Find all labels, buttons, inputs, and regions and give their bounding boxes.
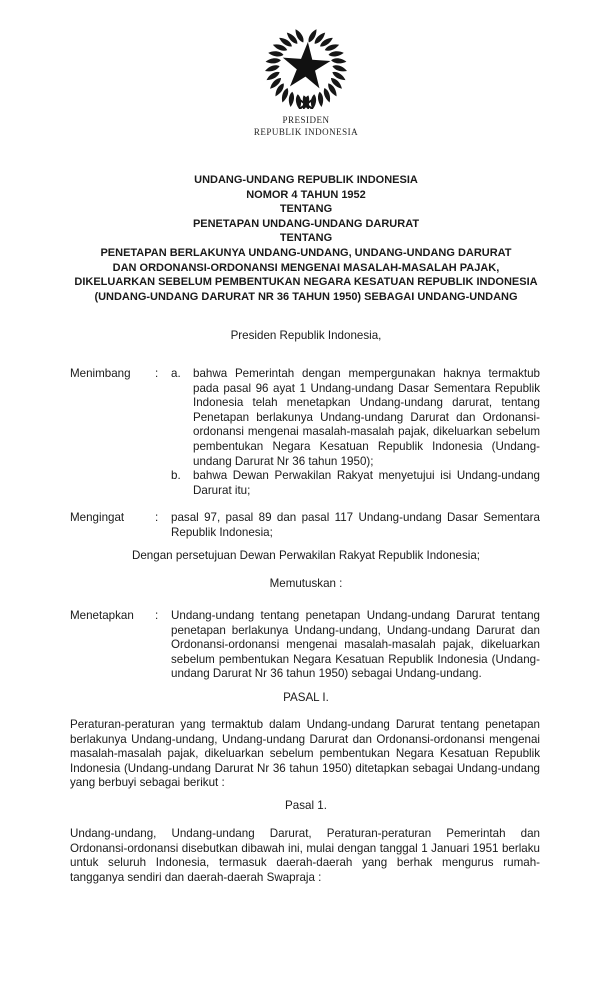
mengingat-label: Mengingat bbox=[70, 511, 125, 524]
star-wreath-emblem-icon bbox=[261, 27, 351, 109]
title-line: TENTANG bbox=[279, 203, 333, 216]
title-line: DAN ORDONANSI-ORDONANSI MENGENAI MASALAH-MASALAH PAJAK, bbox=[112, 261, 500, 274]
pasal-1-paragraph: Undang-undang, Undang-undang Darurat, Peraturan-peraturan Pemerintah dan Ordonansi-ordonansi disebutkan dibawah ini, mulai dengan tanggal 1 Januari 1951 berlaku untuk seluruh Indonesia, termasuk daerah-daerah yang berhak mengurus rumah-tangganya sendiri dan daerah-daerah Swapraja : bbox=[70, 827, 540, 884]
org-name-republik-indonesia: REPUBLIK INDONESIA bbox=[253, 126, 359, 137]
title-line: NOMOR 4 TAHUN 1952 bbox=[246, 188, 366, 201]
mengingat-text: pasal 97, pasal 89 dan pasal 117 Undang-undang Dasar Sementara Republik Indonesia; bbox=[171, 511, 540, 539]
pasal-I-paragraph: Peraturan-peraturan yang termaktub dalam Undang-undang Darurat tentang penetapan berlakunya Undang-undang, Undang-undang Darurat dan Ordonansi-ordonansi mengenai masalah-masalah pajak, dikeluarkan sebelum pembentukan Negara Kesatuan Republik Indonesia (Undang-undang Darurat Nr 36 tahun 1950) ditetapkan sebagai Undang-undang yang berbuyi sebagai berikut : bbox=[70, 718, 540, 790]
menimbang-item-b bbox=[171, 469, 540, 498]
title-line: UNDANG-UNDANG REPUBLIK INDONESIA bbox=[194, 174, 418, 186]
menimbang-label: Menimbang bbox=[70, 367, 131, 380]
menimbang-colon: : bbox=[155, 367, 159, 380]
title-line: (UNDANG-UNDANG DARURAT NR 36 TAHUN 1950) SEBAGAI UNDANG-UNDANG bbox=[94, 290, 518, 303]
mengingat-colon: : bbox=[155, 511, 159, 524]
menetapkan-label: Menetapkan bbox=[70, 609, 134, 622]
org-name-presiden: PRESIDEN bbox=[282, 114, 330, 125]
menimbang-clause bbox=[70, 367, 540, 498]
menimbang-item-b-marker: b. bbox=[171, 469, 181, 483]
pasal-1-heading: Pasal 1. bbox=[285, 799, 327, 812]
menetapkan-colon: : bbox=[155, 609, 159, 622]
menimbang-item-b-text: bahwa Dewan Perwakilan Rakyat menyetujui isi Undang-undang Darurat itu; bbox=[193, 469, 540, 497]
menimbang-item-a bbox=[171, 367, 540, 469]
menetapkan-clause bbox=[70, 609, 540, 682]
title-line: PENETAPAN BERLAKUNYA UNDANG-UNDANG, UNDANG-UNDANG DARURAT bbox=[100, 246, 512, 259]
title-line: TENTANG bbox=[279, 232, 333, 245]
menimbang-item-a-marker: a. bbox=[171, 367, 181, 380]
menetapkan-text: Undang-undang tentang penetapan Undang-undang Darurat tentang penetapan berlakunya Undang-undang, Undang-undang Darurat dan Ordonansi-ordonansi mengenai masalah-masalah pajak, dikeluarkan sebelum pembentukan Negara Kesatuan Republik Indonesia (Undang-undang Darurat Nr 36 tahun 1950) sebagai Undang-undang. bbox=[171, 609, 540, 681]
opening-line: Presiden Republik Indonesia, bbox=[230, 329, 382, 342]
pasal-I-heading: PASAL I. bbox=[283, 691, 329, 704]
document-title bbox=[30, 173, 582, 304]
title-line: DIKELUARKAN SEBELUM PEMBENTUKAN NEGARA KESATUAN REPUBLIK INDONESIA bbox=[74, 276, 538, 289]
letterhead bbox=[0, 27, 612, 138]
menimbang-item-a-text: bahwa Pemerintah dengan mempergunakan haknya termaktub pada pasal 96 ayat 1 Undang-undang Dasar Sementara Republik Indonesia telah menetapkan Undang-undang darurat, tentang Penetapan berlakunya Undang-undang Darurat dan Ordonansi-ordonansi mengenai masalah-masalah pajak, dikeluarkan sebelum pembentukan Negara Kesatuan Republik Indonesia (Undang-undang Darurat Nr 36 tahun 1950); bbox=[193, 367, 540, 468]
memutuskan-heading: Memutuskan : bbox=[269, 577, 343, 590]
mengingat-clause bbox=[70, 511, 540, 540]
menimbang-items bbox=[171, 367, 540, 498]
agreement-line: Dengan persetujuan Dewan Perwakilan Rakyat Republik Indonesia; bbox=[131, 549, 481, 562]
title-line: PENETAPAN UNDANG-UNDANG DARURAT bbox=[192, 217, 420, 230]
